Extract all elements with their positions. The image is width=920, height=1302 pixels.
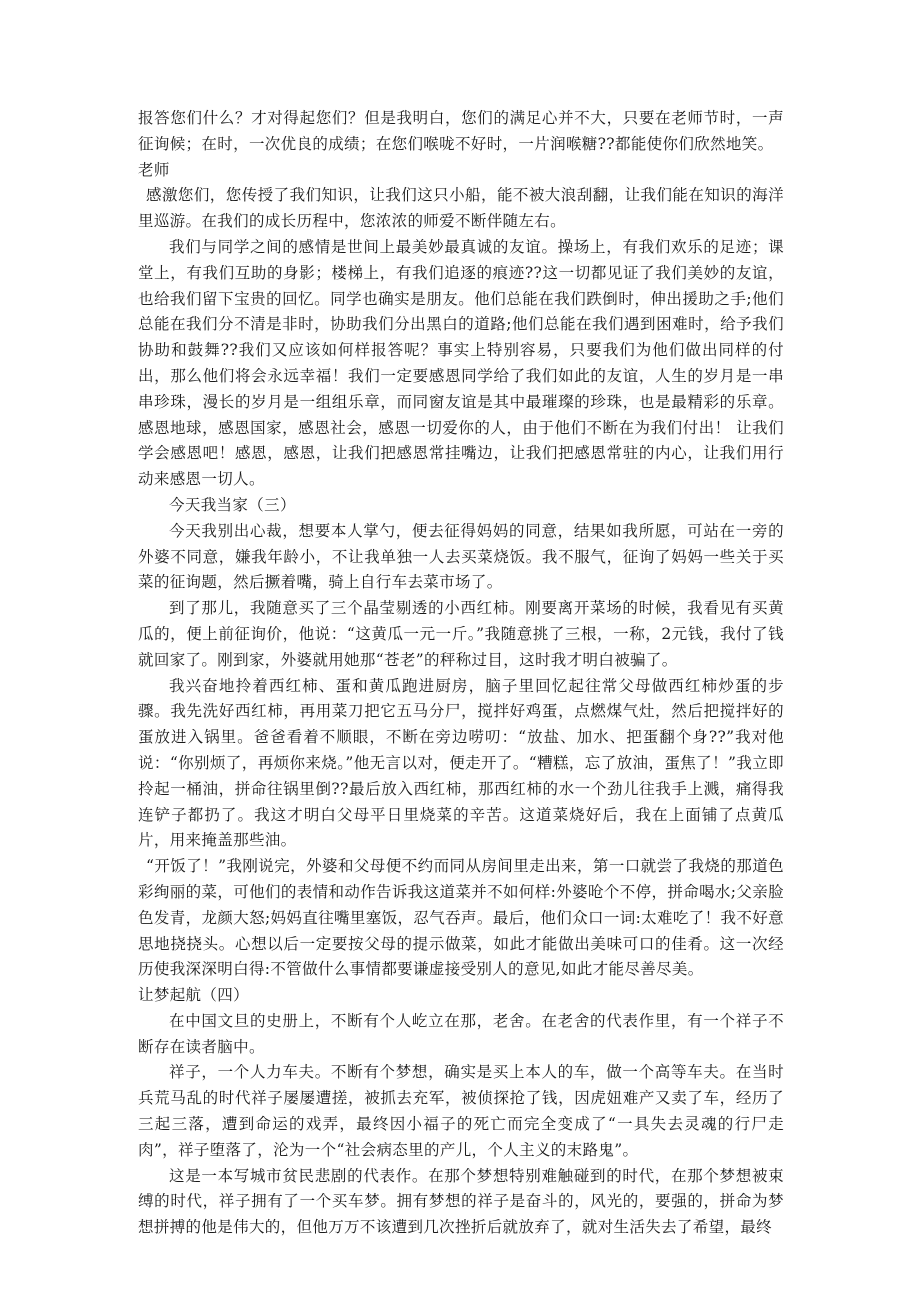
paragraph-thanks-teachers: 报答您们什么？才对得起您们？但是我明白，您们的满足心并不大，只要在老师节时，一声征询候；在时，一次优良的成绩；在您们喉咙不好时，一片润喉糖??都能使你们欣然地笑。 [138, 109, 784, 153]
paragraph-dinner: “开饭了！”我刚说完，外婆和父母便不约而同从房间里走出来，第一口就尝了我烧的那道色彩绚丽的菜，可他们的表情和动作告诉我这道菜并不如何样:外婆呛个不停，拼命喝水;父亲脸色发青，龙颜大怒;妈妈直往嘴里塞饭，忍气吞声。最后，他们众口一词:太难吃了！我不好意思地挠挠头。心想以后一定要按父母的提示做菜，如此才能做出美味可口的佳肴。这一次经历使我深深明白得:不管做什么事情都要谦虚接受别人的意见,如此才能尽善尽美。 [138, 857, 784, 979]
document-body [138, 106, 784, 1241]
paragraph-cooking: 我兴奋地拎着西红柿、蛋和黄瓜跑进厨房，脑子里回忆起往常父母做西红柿炒蛋的步骤。我先洗好西红柿，再用菜刀把它五马分尸，搅拌好鸡蛋，点燃煤气灶，然后把搅拌好的蛋放进入锅里。爸爸看着不顺眼，不断在旁边唠叨：“放盐、加水、把蛋翻个身??”我对他说：“你别烦了，再烦你来烧。”他无言以对，便走开了。“糟糕，忘了放油，蛋焦了！”我立即拎起一桶油，拼命往锅里倒??最后放入西红柿，那西红柿的水一个劲儿往我手上溅，痛得我连铲子都扔了。我这才明白父母平日里烧菜的辛苦。这道菜烧好后，我在上面铺了点黄瓜片，用来掩盖那些油。 [138, 676, 784, 850]
paragraph-xiangzi: 祥子，一个人力车夫。不断有个梦想，确实是买上本人的车，做一个高等车夫。在当时兵荒马乱的时代祥子屡屡遭搓，被抓去充军，被侦探抢了钱，因虎妞难产又卖了车，经历了三起三落，遭到命运的戏弄，最终因小福子的死亡而完全变成了“一具失去灵魂的行尸走肉”，祥子堕落了，沦为一个“社会病态里的产儿，个人主义的末路鬼”。 [138, 1063, 784, 1159]
paragraph-tragedy: 这是一本写城市贫民悲剧的代表作。在那个梦想特别难触碰到的时代，在那个梦想被束缚的时代，祥子拥有了一个买车梦。拥有梦想的祥子是奋斗的，风光的，要强的，拼命为梦想拼搏的他是伟大的，但他万万不该遭到几次挫折后就放弃了，就对生活失去了希望，最终 [138, 1166, 784, 1237]
section-label-teacher: 老师 [138, 160, 170, 179]
paragraph-classmates-friendship: 我们与同学之间的感情是世间上最美妙最真诚的友谊。操场上，有我们欢乐的足迹；课堂上，有我们互助的身影；楼梯上，有我们追逐的痕迹??这一切都见证了我们美妙的友谊，也给我们留下宝贵的回忆。同学也确实是朋友。他们总能在我们跌倒时，伸出援助之手;他们总能在我们分不清是非时，协助我们分出黑白的道路;他们总能在我们遇到困难时，给予我们协助和鼓舞??我们又应该如何样报答呢？事实上特别容易，只要我们为他们做出同样的付出，那么他们将会永远幸福！我们一定要感恩同学给了我们如此的友谊，人生的岁月是一串串珍珠，漫长的岁月是一组组乐章，而同窗友谊是其中最璀璨的珍珠，也是最精彩的乐章。感恩地球，感恩国家，感恩社会，感恩一切爱你的人，由于他们不断在为我们付出！ 让我们学会感恩吧！感恩，感恩，让我们把感恩常挂嘴边，让我们把感恩常驻的内心，让我们用行动来感恩一切人。 [138, 237, 784, 489]
paragraph-buy-groceries: 今天我别出心裁，想要本人掌勺，便去征得妈妈的同意，结果如我所愿，可站在一旁的外婆不同意，嫌我年龄小，不让我单独一人去买菜烧饭。我不服气，征询了妈妈一些关于买菜的征询题，然后撅着嘴，骑上自行车去菜市场了。 [138, 521, 784, 592]
paragraph-laoshe: 在中国文旦的史册上，不断有个人屹立在那，老舍。在老舍的代表作里，有一个祥子不断存在读者脑中。 [138, 1011, 784, 1056]
paragraph-gratitude-teachers: 感激您们，您传授了我们知识，让我们这只小船，能不被大浪刮翻，让我们能在知识的海洋里巡游。在我们的成长历程中，您浓浓的师爱不断伴随左右。 [138, 186, 784, 231]
paragraph-market: 到了那儿，我随意买了三个晶莹剔透的小西红柿。刚要离开菜场的时候，我看见有买黄瓜的，便上前征询价，他说：“这黄瓜一元一斤。”我随意挑了三根，一称，2元钱，我付了钱就回家了。刚到家，外婆就用她那“苍老”的秤称过目，这时我才明白被骗了。 [138, 599, 784, 669]
section-title-let-dreams-sail: 让梦起航（四） [138, 986, 249, 1005]
section-title-today-i-am-home: 今天我当家（三） [169, 495, 296, 514]
